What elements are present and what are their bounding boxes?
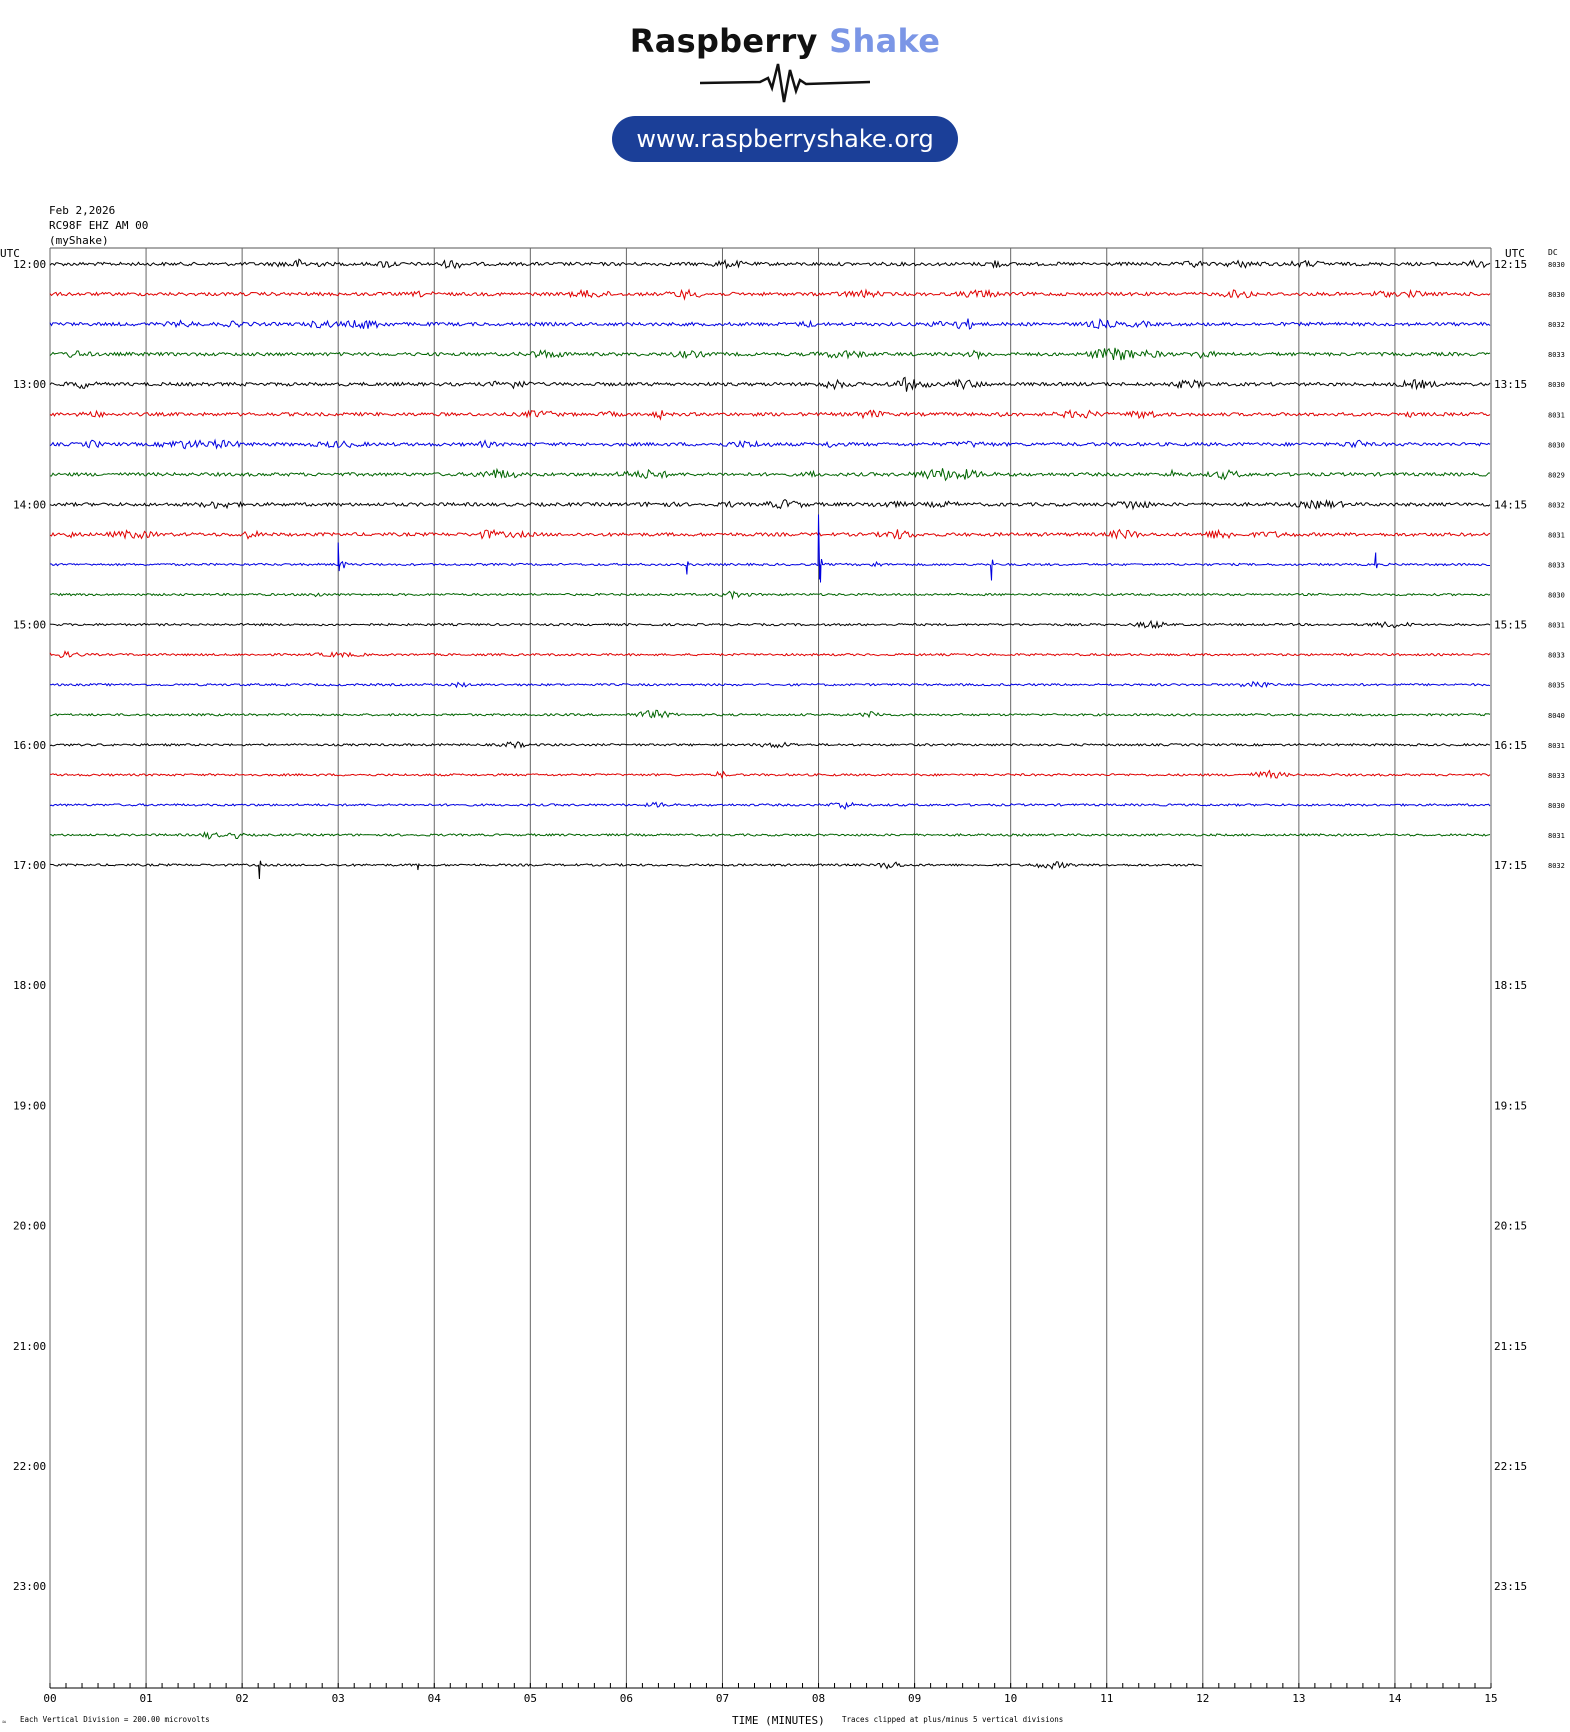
dc-offset-label: 8033 xyxy=(1548,561,1565,570)
dc-offset-label: 8033 xyxy=(1548,351,1565,360)
left-hour-label: 21:00 xyxy=(13,1339,47,1353)
helicorder-chart xyxy=(0,240,1570,1732)
trace-line xyxy=(50,410,1490,419)
x-tick-label: 11 xyxy=(1100,1692,1114,1705)
dc-offset-label: 8032 xyxy=(1548,862,1565,870)
right-hour-label: 14:15 xyxy=(1494,498,1528,512)
trace-line xyxy=(50,710,1490,717)
record-date: Feb 2,2026 xyxy=(49,204,116,217)
x-tick-label: 15 xyxy=(1484,1692,1498,1705)
x-tick-label: 01 xyxy=(139,1692,153,1705)
x-tick-label: 10 xyxy=(1004,1692,1018,1705)
left-axis-label: UTC xyxy=(0,247,20,260)
right-hour-label: 20:15 xyxy=(1494,1219,1528,1233)
network-name: (myShake) xyxy=(49,234,109,247)
trace-line xyxy=(50,515,1490,583)
brand-logo xyxy=(0,22,1570,60)
trace-line xyxy=(50,742,1490,748)
clip-note: Traces clipped at plus/minus 5 vertical divisions xyxy=(842,1715,1064,1724)
x-tick-label: 12 xyxy=(1196,1692,1210,1705)
chart-axes xyxy=(0,247,1565,1727)
x-tick-label: 08 xyxy=(811,1692,826,1705)
x-tick-label: 02 xyxy=(235,1692,249,1705)
left-hour-label: 13:00 xyxy=(13,378,47,392)
dc-offset-label: 8030 xyxy=(1548,441,1565,450)
trace-line xyxy=(50,500,1490,509)
left-hour-label: 23:00 xyxy=(13,1580,47,1594)
dc-offset-label: 8035 xyxy=(1548,681,1565,690)
x-axis-title: TIME (MINUTES) xyxy=(732,1714,825,1727)
dc-offset-label: 8030 xyxy=(1548,381,1565,390)
right-hour-label: 23:15 xyxy=(1494,1580,1528,1594)
trace-line xyxy=(50,348,1490,360)
left-hour-label: 16:00 xyxy=(13,738,47,752)
right-hour-label: 21:15 xyxy=(1494,1339,1528,1353)
header xyxy=(0,0,1570,180)
right-hour-label: 22:15 xyxy=(1494,1460,1528,1473)
trace-line xyxy=(50,290,1490,299)
x-tick-label: 05 xyxy=(523,1692,537,1705)
trace-line xyxy=(50,468,1490,480)
trace-line xyxy=(50,833,1490,839)
left-hour-label: 22:00 xyxy=(13,1460,47,1473)
left-hour-label: 15:00 xyxy=(13,618,47,632)
trace-line xyxy=(50,440,1490,448)
trace-line xyxy=(50,682,1490,687)
dc-offset-label: 8033 xyxy=(1548,771,1565,780)
left-hour-label: 18:00 xyxy=(13,979,47,993)
left-hour-label: 20:00 xyxy=(13,1219,47,1233)
left-hour-label: 14:00 xyxy=(13,498,47,512)
footer-mark-icon: ≈ xyxy=(2,1718,7,1726)
seismic-wave-icon xyxy=(700,58,870,106)
brand-name-shake: Shake xyxy=(829,22,941,60)
left-hour-label: 17:00 xyxy=(13,859,47,872)
dc-offset-label: 8040 xyxy=(1548,711,1565,720)
right-hour-label: 17:15 xyxy=(1494,859,1528,872)
dc-offset-label: 8031 xyxy=(1548,831,1565,840)
dc-offset-label: 8032 xyxy=(1548,501,1565,510)
x-tick-label: 03 xyxy=(331,1692,345,1705)
trace-line xyxy=(50,771,1490,778)
trace-line xyxy=(50,259,1490,268)
right-axis-label: UTC xyxy=(1505,247,1525,260)
brand-name-raspberry: Raspberry xyxy=(629,22,818,60)
dc-offset-label: 8030 xyxy=(1548,801,1565,810)
x-tick-label: 06 xyxy=(619,1692,634,1705)
trace-line xyxy=(50,377,1490,391)
channel-id: RC98F EHZ AM 00 xyxy=(49,219,149,232)
dc-offset-label: 8031 xyxy=(1548,411,1565,420)
right-hour-label: 15:15 xyxy=(1494,618,1528,632)
right-hour-label: 16:15 xyxy=(1494,738,1528,752)
x-tick-label: 04 xyxy=(427,1692,441,1705)
right-hour-label: 18:15 xyxy=(1494,979,1528,993)
x-tick-label: 00 xyxy=(43,1692,57,1705)
website-url-badge[interactable]: www.raspberryshake.org xyxy=(612,116,958,162)
right-hour-label: 19:15 xyxy=(1494,1099,1528,1113)
dc-offset-label: 8033 xyxy=(1548,651,1565,660)
scale-note: Each Vertical Division = 200.00 microvolts xyxy=(20,1715,210,1724)
seismic-traces xyxy=(50,259,1490,879)
left-hour-label: 12:00 xyxy=(13,258,47,271)
left-hour-label: 19:00 xyxy=(13,1099,47,1113)
dc-offset-label: 8030 xyxy=(1548,261,1565,269)
dc-offset-label: 8030 xyxy=(1548,291,1565,300)
dc-offset-label: 8030 xyxy=(1548,591,1565,600)
trace-line xyxy=(50,529,1490,538)
minute-grid xyxy=(50,248,1491,1688)
right-hour-label: 12:15 xyxy=(1494,258,1528,271)
dc-offset-label: 8031 xyxy=(1548,741,1565,750)
dc-offset-label: 8029 xyxy=(1548,471,1565,480)
x-tick-label: 07 xyxy=(715,1692,730,1705)
trace-line xyxy=(50,652,1490,658)
trace-line xyxy=(50,802,1490,809)
dc-offset-label: 8031 xyxy=(1548,621,1565,630)
dc-offset-label: 8031 xyxy=(1548,531,1565,540)
x-tick-label: 09 xyxy=(907,1692,922,1705)
x-tick-label: 14 xyxy=(1388,1692,1402,1705)
dc-column-label: DC xyxy=(1548,248,1558,257)
trace-line xyxy=(50,319,1490,329)
dc-offset-label: 8032 xyxy=(1548,321,1565,330)
right-hour-label: 13:15 xyxy=(1494,378,1528,392)
x-tick-label: 13 xyxy=(1292,1692,1306,1705)
trace-line xyxy=(50,591,1490,598)
trace-line xyxy=(50,621,1490,628)
